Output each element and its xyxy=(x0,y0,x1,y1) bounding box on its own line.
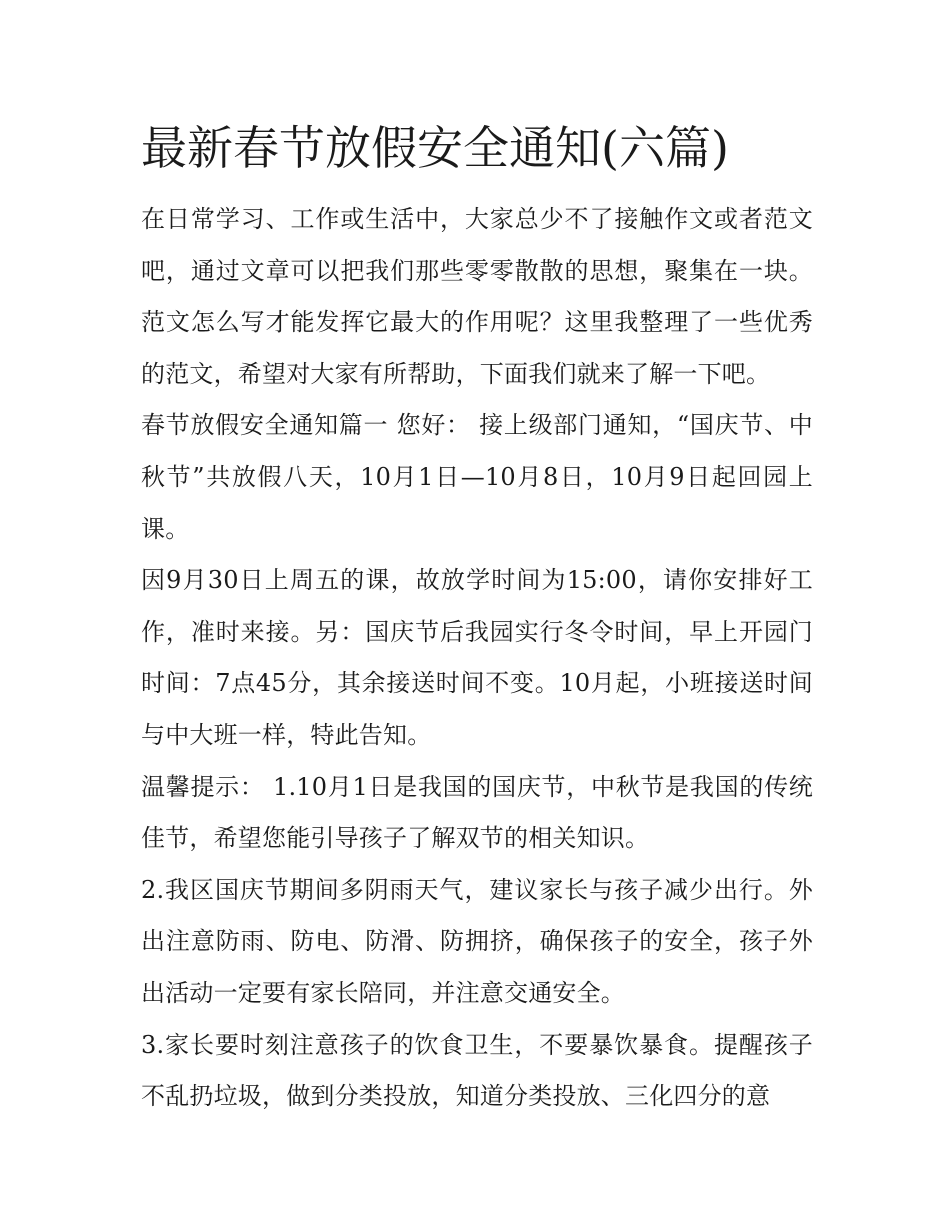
paragraph-intro: 在日常学习、工作或生活中，大家总少不了接触作文或者范文吧，通过文章可以把我们那些零零散散的思想，聚集在一块。范文怎么写才能发挥它最大的作用呢？这里我整理了一些优秀的范文，希望对大家有所帮助，下面我们就来了解一下吧。 xyxy=(141,205,813,388)
paragraph-tip-2: 2.我区国庆节期间多阴雨天气，建议家长与孩子减少出行。外出注意防雨、防电、防滑、防拥挤，确保孩子的安全，孩子外出活动一定要有家长陪同，并注意交通安全。 xyxy=(141,875,813,1007)
document-title: 最新春节放假安全通知(六篇) xyxy=(141,121,729,175)
paragraph-tip-3: 3.家长要时刻注意孩子的饮食卫生，不要暴饮暴食。提醒孩子不乱扔垃圾，做到分类投放，知道分类投放、三化四分的意 xyxy=(141,1030,813,1111)
paragraph-tip-1: 温馨提示： 1.10月1日是我国的国庆节，中秋节是我国的传统佳节，希望您能引导孩子了解双节的相关知识。 xyxy=(141,772,813,853)
document-body xyxy=(141,118,813,1123)
paragraph-notice-opening: 春节放假安全通知篇一 您好： 接上级部门通知，“国庆节、中秋节”共放假八天，10月1日—10月8日，10月9日起回园上课。 xyxy=(141,411,813,543)
paragraph-schedule: 因9月30日上周五的课，故放学时间为15:00，请你安排好工作，准时来接。另：国庆节后我园实行冬令时间，早上开园门时间：7点45分，其余接送时间不变。10月起，小班接送时间与中大班一样，特此告知。 xyxy=(141,566,813,749)
